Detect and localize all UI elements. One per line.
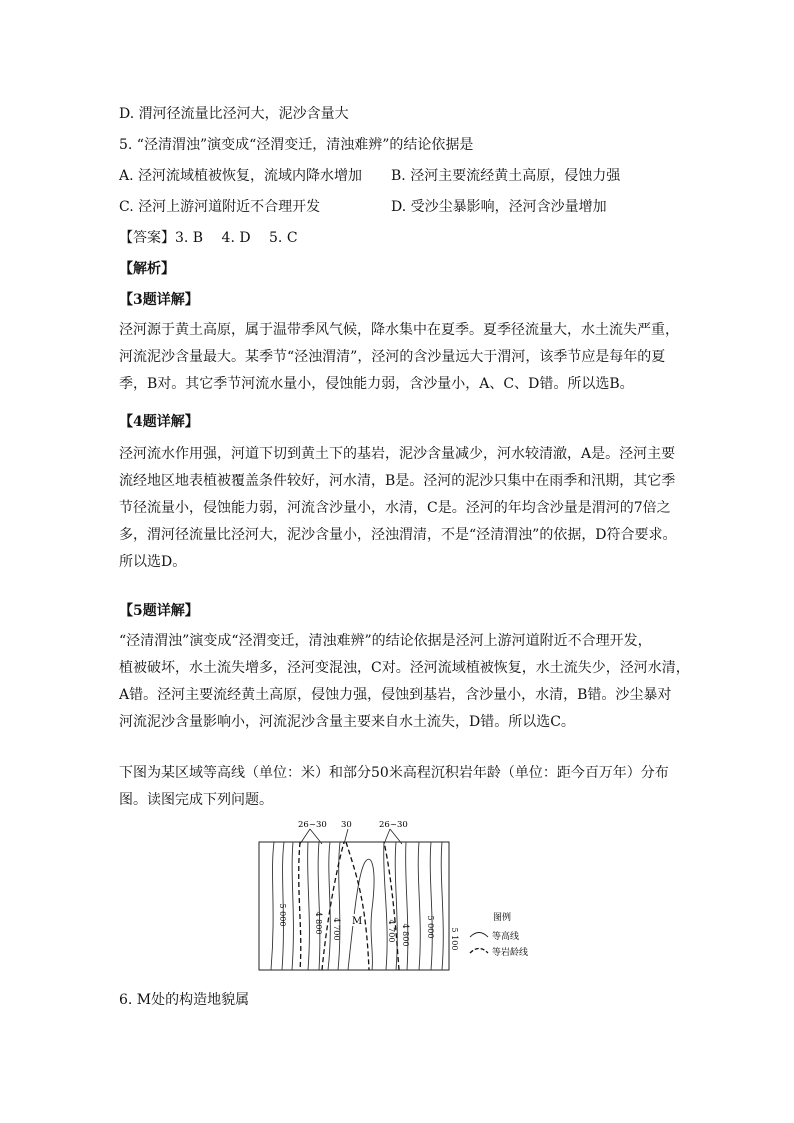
contour-label: 4 700 — [387, 919, 396, 943]
contour-line — [406, 842, 408, 970]
q5-line: “泾清渭浊”演变成“泾渭变迁，清浊难辨”的结论依据是泾河上游河道附近不合理开发， — [119, 633, 652, 649]
q5-option-d: D. 受沙尘暴影响，泾河含沙量增加 — [391, 199, 607, 215]
q5-option-b: B. 泾河主要流经黄土高原，侵蚀力强 — [391, 168, 621, 184]
q4-line: 所以选D。 — [119, 554, 187, 570]
contour-line — [292, 842, 293, 970]
contour-label: 4 700 — [332, 917, 341, 941]
q5-line: 植被破坏，水土流失增多，泾河变混浊，C对。泾河流域植被恢复，水土流失少，泾河水清， — [119, 660, 690, 676]
q5-line: 河流泥沙含量影响小，河流泥沙含量主要来自水土流失，D错。所以选C。 — [119, 714, 575, 730]
legend-contour-label: 等高线 — [492, 932, 520, 942]
contour-line — [308, 842, 310, 970]
analysis-heading: 【解析】 — [119, 261, 175, 277]
contour-line — [318, 842, 320, 970]
contour-line — [441, 842, 443, 970]
answer-line: 【答案】3. B 4. D 5. C — [119, 230, 298, 246]
contour-line — [418, 842, 420, 970]
legend-isochron-label: 等岩龄线 — [492, 948, 529, 958]
q4-line: 泾河流水作用强，河道下切到黄土下的基岩，泥沙含量减少，河水较清澈，A是。泾河主要 — [119, 446, 676, 462]
contour-label: 5 100 — [450, 927, 459, 951]
contour-line — [430, 842, 432, 970]
q5-options-row-1 — [119, 166, 621, 186]
contour-label: 5 000 — [426, 915, 435, 939]
q4-line: 流经地区地表植被覆盖条件较好，河水清，B是。泾河的泥沙只集中在雨季和汛期，其它季 — [119, 473, 676, 489]
q3-explanation — [119, 317, 681, 398]
q4-explanation — [119, 441, 681, 576]
q4-heading: 【4题详解】 — [119, 414, 199, 430]
q4-option-d: D. 渭河径流量比泾河大，泥沙含量大 — [119, 106, 349, 122]
point-m-label: M — [352, 916, 363, 927]
contour-label: 5 000 — [278, 903, 287, 927]
isochron-label: 26~30 — [379, 820, 408, 830]
intro-line: 下图为某区域等高线（单位：米）和部分50米高程沉积岩年龄（单位：距今百万年）分布 — [119, 765, 669, 781]
isochron-label: 26~30 — [298, 820, 327, 830]
q5-options-row-2 — [119, 197, 607, 217]
isochron-line — [322, 842, 344, 970]
contour-label: 4 800 — [314, 911, 323, 935]
isochron-line — [299, 842, 301, 970]
q5-stem: 5. “泾清渭浊”演变成“泾渭变迁，清浊难辨”的结论依据是 — [119, 137, 474, 153]
contour-label: 4 800 — [401, 923, 410, 947]
intro-line: 图。读图完成下列问题。 — [119, 792, 273, 808]
contour-isochron-map — [256, 819, 546, 974]
map-legend — [470, 911, 528, 958]
q5-heading: 【5题详解】 — [119, 603, 199, 619]
q3-heading: 【3题详解】 — [119, 292, 199, 308]
q4-line: 节径流量小，侵蚀能力弱，河流含沙量小，水清，C是。泾河的年均含沙量是渭河的7倍之 — [119, 500, 671, 516]
contour-line — [384, 842, 387, 970]
q3-line: 河流泥沙含量最大。某季节“泾浊渭清”，泾河的含沙量远大于渭河，该季节应是每年的夏 — [119, 349, 666, 365]
q5-option-c: C. 泾河上游河道附近不合理开发 — [119, 199, 321, 215]
legend-isochron-symbol — [470, 949, 488, 954]
legend-title: 图例 — [493, 913, 512, 923]
legend-contour-symbol — [470, 933, 488, 938]
q5-option-a: A. 泾河流域植被恢复，流域内降水增加 — [119, 168, 363, 184]
q4-line: 多，渭河径流量比泾河大，泥沙含量小，泾浊渭清，不是“泾清渭浊”的依据，D符合要求。 — [119, 527, 677, 543]
q5-line: A错。泾河主要流经黄土高原，侵蚀力强，侵蚀到基岩，含沙量小，水清，B错。沙尘暴对 — [119, 687, 672, 703]
figure-intro — [119, 760, 681, 814]
contour-line — [271, 842, 274, 970]
q5-explanation — [119, 628, 690, 736]
q3-line: 泾河源于黄土高原，属于温带季风气候，降水集中在夏季。夏季径流量大，水土流失严重， — [119, 322, 679, 338]
q3-line: 季，B对。其它季节河流水量小，侵蚀能力弱，含沙量小，A、C、D错。所以选B。 — [119, 376, 634, 392]
q6-stem: 6. M处的构造地貌属 — [119, 992, 250, 1008]
isochron-label: 30 — [341, 820, 352, 830]
contour-line — [338, 842, 340, 970]
